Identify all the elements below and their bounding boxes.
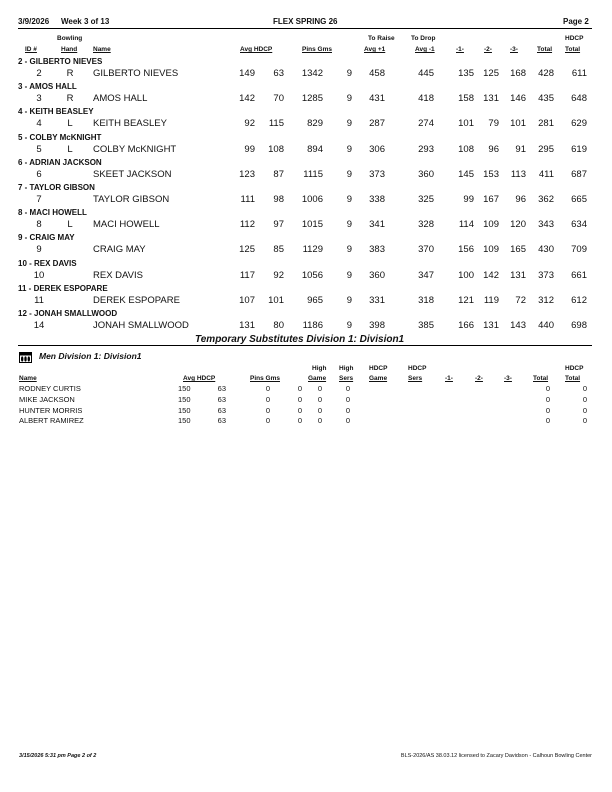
bowler-pins: 1285 [301,93,323,105]
substitutes-group-label: Men Division 1: Division1 [39,351,142,361]
col-avg-minus: Avg -1 [415,46,435,53]
sub-games: 0 [297,394,302,404]
bowler-total: 362 [538,194,554,205]
bowler-name: COLBY McKNIGHT [93,143,177,155]
bowler-pins: 1129 [302,244,323,256]
bowler-name: CRAIG MAY [93,244,146,256]
col-pins-gms: Pins Gms [302,46,332,53]
bowler-to-raise: 458 [369,68,385,79]
bowler-games: 9 [346,143,352,155]
sub-col-high-1: High [312,365,327,372]
bowler-hdcp-total: 648 [571,93,587,105]
team-header: 12 - JONAH SMALLWOOD [18,309,118,318]
bowler-to-drop: 360 [418,168,434,180]
bowler-game-2: 131 [483,320,499,331]
sub-total: 0 [545,394,550,404]
bowler-total: 373 [538,269,554,281]
col-to-drop: To Drop [411,35,436,42]
footer-license: BLS-2026/AS 38.03.12 licensed to Zacary Davidson - Calhoun Bowling Center [400,753,592,759]
bowler-name: GILBERTO NIEVES [93,68,179,79]
sub-high-sers: 0 [345,405,350,415]
bowler-hdcp: 87 [273,168,284,180]
sub-high-sers: 0 [345,384,350,393]
bowler-game-2: 131 [483,93,499,105]
sub-avg: 150 [178,384,191,393]
bowler-name: SKEET JACKSON [93,168,172,180]
bowler-total: 440 [538,320,554,331]
bowler-to-raise: 287 [369,118,385,130]
sub-avg: 150 [178,405,191,415]
bowler-total: 435 [538,93,554,105]
bowler-hdcp: 63 [273,68,284,79]
sub-hdcp: 63 [217,384,226,393]
bowler-pins: 829 [307,118,323,130]
bowler-games: 9 [346,320,352,331]
team-header: 9 - CRAIG MAY [18,233,75,243]
substitutes-divider [18,345,592,346]
bowler-game-2: 142 [483,269,499,281]
sub-total: 0 [545,384,550,393]
bowler-id: 10 [33,269,45,281]
sub-col-hdcp-game: Game [369,375,388,382]
bowler-to-raise: 338 [369,194,385,205]
bowler-to-raise: 383 [369,244,385,256]
team-header: 5 - COLBY McKNIGHT [18,132,102,142]
bowler-id: 6 [36,168,42,180]
sub-col-hdcp-1: HDCP [369,365,388,372]
bowler-hdcp: 101 [268,294,284,306]
bowler-hdcp-total: 611 [571,68,587,79]
bowler-to-raise: 360 [369,269,385,281]
bowler-hdcp-total: 612 [571,294,587,306]
bowler-total: 312 [538,294,554,306]
col-to-raise: To Raise [368,35,395,42]
bowler-name: TAYLOR GIBSON [93,194,170,205]
sub-games: 0 [297,384,302,393]
col-hdcp-total: Total [565,46,581,53]
bowler-game-1: 108 [458,143,474,155]
sub-col-high-sers: Sers [339,375,354,382]
bowler-game-1: 156 [458,244,474,256]
bowler-games: 9 [346,68,352,79]
bowler-games: 9 [346,194,352,205]
col-total: Total [537,46,553,53]
bowler-game-3: 91 [515,143,526,155]
col-name: Name [93,46,111,53]
col-game-2: -2- [484,46,492,53]
bowler-name: AMOS HALL [93,93,148,105]
bowler-name: JONAH SMALLWOOD [93,320,189,331]
bowler-game-3: 96 [515,194,526,205]
bowler-id: 14 [33,320,45,331]
substitutes-title: Temporary Substitutes Division 1: Division1 [195,334,405,345]
sub-hdcp-total: 0 [582,384,587,393]
bowler-pins: 1186 [302,320,323,331]
sub-high-sers: 0 [345,394,350,404]
sub-col-hdcp-2: HDCP [408,365,427,372]
bowler-games: 9 [346,219,352,231]
sub-col-avg-hdcp: Avg HDCP [183,375,216,382]
bowler-hdcp-total: 629 [571,118,587,130]
team-header: 4 - KEITH BEASLEY [18,107,94,117]
col-avg-hdcp: Avg HDCP [240,46,273,53]
week-label: Week 3 of 13 [61,17,110,26]
bowler-avg: 111 [240,194,255,205]
col-hdcp: HDCP [565,35,584,42]
sub-high-game: 0 [317,416,322,426]
col-id: ID # [25,46,37,53]
sub-col-pins-gms: Pins Gms [250,375,280,382]
bowler-id: 3 [36,93,42,105]
bowler-name: REX DAVIS [93,269,143,281]
bowler-games: 9 [346,294,352,306]
bowler-hdcp-total: 665 [571,194,587,205]
bowling-pins-icon [19,350,32,361]
col-game-3: -3- [510,46,518,53]
sub-name: MIKE JACKSON [19,394,75,404]
bowler-hdcp: 85 [273,244,284,256]
bowler-to-drop: 385 [418,320,434,331]
bowler-pins: 965 [307,294,323,306]
bowler-to-drop: 347 [418,269,434,281]
bowler-game-3: 101 [510,118,526,130]
bowler-hand: R [66,68,74,79]
sub-col-game-3: -3- [504,375,512,382]
bowler-game-3: 146 [510,93,526,105]
bowler-hdcp-total: 687 [571,168,587,180]
sub-hdcp: 63 [217,416,226,426]
sub-name: ALBERT RAMIREZ [19,416,84,426]
bowler-total: 428 [538,68,554,79]
bowler-to-drop: 328 [418,219,434,231]
bowler-games: 9 [346,269,352,281]
bowler-to-drop: 445 [418,68,434,79]
bowler-hdcp: 92 [273,269,284,281]
sub-high-game: 0 [317,405,322,415]
sub-col-hdcp-total: Total [565,375,581,382]
bowler-hdcp: 115 [268,118,284,130]
bowler-game-3: 168 [510,68,526,79]
bowler-pins: 894 [307,143,323,155]
bowler-pins: 1015 [301,219,323,231]
bowler-game-1: 145 [458,168,474,180]
sub-col-hdcp-3: HDCP [565,365,584,372]
bowler-hand: L [67,118,73,130]
bowler-avg: 142 [239,93,255,105]
bowler-game-3: 131 [510,269,526,281]
bowler-id: 5 [36,143,42,155]
bowler-game-1: 100 [458,269,474,281]
bowler-pins: 1056 [301,269,323,281]
bowler-avg: 117 [239,269,255,281]
col-hand: Hand [61,46,78,53]
sub-hdcp-total: 0 [582,405,587,415]
bowler-games: 9 [346,244,352,256]
bowler-name: DEREK ESPOPARE [93,294,180,306]
bowler-game-1: 101 [458,118,474,130]
sub-high-game: 0 [317,384,322,393]
sub-col-name: Name [19,375,37,382]
bowler-game-1: 158 [458,93,474,105]
bowler-game-3: 113 [510,168,526,180]
bowler-game-3: 165 [510,244,526,256]
bowler-avg: 107 [239,294,255,306]
bowler-game-2: 167 [483,194,499,205]
bowler-game-1: 114 [458,219,474,231]
page-number: Page 2 [563,17,589,26]
bowler-games: 9 [346,93,352,105]
sub-name: HUNTER MORRIS [19,405,83,415]
sub-total: 0 [545,416,550,426]
team-header: 2 - GILBERTO NIEVES [18,57,103,66]
footer-printed: 3/15/2026 5:31 pm Page 2 of 2 [19,753,97,759]
bowler-hand: R [66,93,74,105]
sub-hdcp-total: 0 [582,416,587,426]
bowler-total: 295 [538,143,554,155]
bowler-hand: L [67,143,73,155]
bowler-game-2: 153 [483,168,499,180]
bowler-hdcp: 108 [268,143,284,155]
bowler-avg: 92 [244,118,255,130]
bowler-hand: L [67,219,73,231]
league-title: FLEX SPRING 26 [273,17,338,26]
bowler-hdcp-total: 709 [571,244,587,256]
bowler-game-3: 143 [510,320,526,331]
bowler-game-2: 109 [483,244,499,256]
bowler-games: 9 [346,168,352,180]
sub-pins: 0 [265,384,270,393]
bowler-hdcp-total: 698 [571,320,587,331]
bowler-avg: 149 [239,68,255,79]
sub-hdcp: 63 [217,394,226,404]
bowler-hdcp-total: 661 [571,269,587,281]
bowler-total: 411 [538,168,554,180]
bowler-to-drop: 274 [418,118,434,130]
team-header: 11 - DEREK ESPOPARE [18,283,108,293]
team-header: 3 - AMOS HALL [18,82,77,92]
bowler-hdcp-total: 619 [571,143,587,155]
bowler-hdcp: 80 [273,320,284,331]
bowler-total: 281 [538,118,554,130]
bowler-hdcp-total: 634 [571,219,587,231]
bowler-avg: 125 [239,244,255,256]
bowler-game-2: 79 [488,118,499,130]
sub-games: 0 [297,405,302,415]
team-header: 7 - TAYLOR GIBSON [18,183,95,192]
bowler-game-1: 135 [458,68,474,79]
bowler-avg: 131 [239,320,255,331]
bowler-game-2: 96 [488,143,499,155]
sub-high-sers: 0 [345,416,350,426]
bowler-to-raise: 398 [369,320,385,331]
bowler-id: 7 [36,194,42,205]
sub-avg: 150 [178,394,191,404]
col-avg-plus: Avg +1 [364,46,386,53]
sub-name: RODNEY CURTIS [19,384,81,393]
sub-col-high-2: High [339,365,354,372]
bowler-hdcp: 70 [273,93,284,105]
bowler-total: 430 [538,244,554,256]
sub-col-high-game: Game [308,375,327,382]
sub-hdcp-total: 0 [582,394,587,404]
bowler-game-1: 121 [458,294,474,306]
sub-pins: 0 [265,394,270,404]
bowler-to-raise: 373 [369,168,385,180]
col-bowling: Bowling [57,35,83,42]
report-date: 3/9/2026 [18,17,50,26]
bowler-game-2: 125 [483,68,499,79]
bowler-id: 11 [34,294,44,306]
team-header: 6 - ADRIAN JACKSON [18,157,102,167]
bowler-name: MACI HOWELL [93,219,160,231]
sub-avg: 150 [178,416,191,426]
bowler-hdcp: 97 [273,219,284,231]
bowler-to-drop: 370 [418,244,434,256]
sub-col-game-2: -2- [475,375,483,382]
bowler-id: 2 [36,68,42,79]
bowler-avg: 123 [239,168,255,180]
bowler-game-1: 166 [458,320,474,331]
bowler-game-2: 109 [483,219,499,231]
bowler-id: 4 [36,118,42,130]
sub-hdcp: 63 [217,405,226,415]
bowler-hdcp: 98 [273,194,284,205]
bowler-to-drop: 418 [418,93,434,105]
bowler-name: KEITH BEASLEY [93,118,167,130]
bowler-avg: 99 [244,143,255,155]
sub-col-game-1: -1- [445,375,453,382]
bowler-pins: 1115 [303,168,323,180]
team-header: 8 - MACI HOWELL [18,208,87,218]
bowler-game-1: 99 [463,194,474,205]
bowler-game-3: 72 [515,294,526,306]
sub-col-hdcp-sers: Sers [408,375,423,382]
bowler-to-drop: 318 [418,294,434,306]
bowler-avg: 112 [239,219,255,231]
bowler-pins: 1342 [301,68,323,79]
col-game-1: -1- [456,46,464,53]
bowler-games: 9 [346,118,352,130]
bowler-id: 9 [36,244,42,256]
bowler-id: 8 [36,219,42,231]
bowler-to-raise: 341 [369,219,385,231]
bowler-total: 343 [538,219,554,231]
header-divider [18,28,592,29]
bowler-to-raise: 331 [369,294,385,306]
sub-col-total: Total [533,375,549,382]
bowler-to-drop: 325 [418,194,434,205]
sub-pins: 0 [265,416,270,426]
bowler-game-3: 120 [510,219,526,231]
bowler-to-raise: 306 [369,143,385,155]
sub-pins: 0 [265,405,270,415]
bowler-to-raise: 431 [369,93,385,105]
bowler-game-2: 119 [483,294,499,306]
team-header: 10 - REX DAVIS [18,258,77,268]
sub-games: 0 [297,416,302,426]
bowler-pins: 1006 [301,194,323,205]
bowler-to-drop: 293 [418,143,434,155]
sub-total: 0 [545,405,550,415]
sub-high-game: 0 [317,394,322,404]
